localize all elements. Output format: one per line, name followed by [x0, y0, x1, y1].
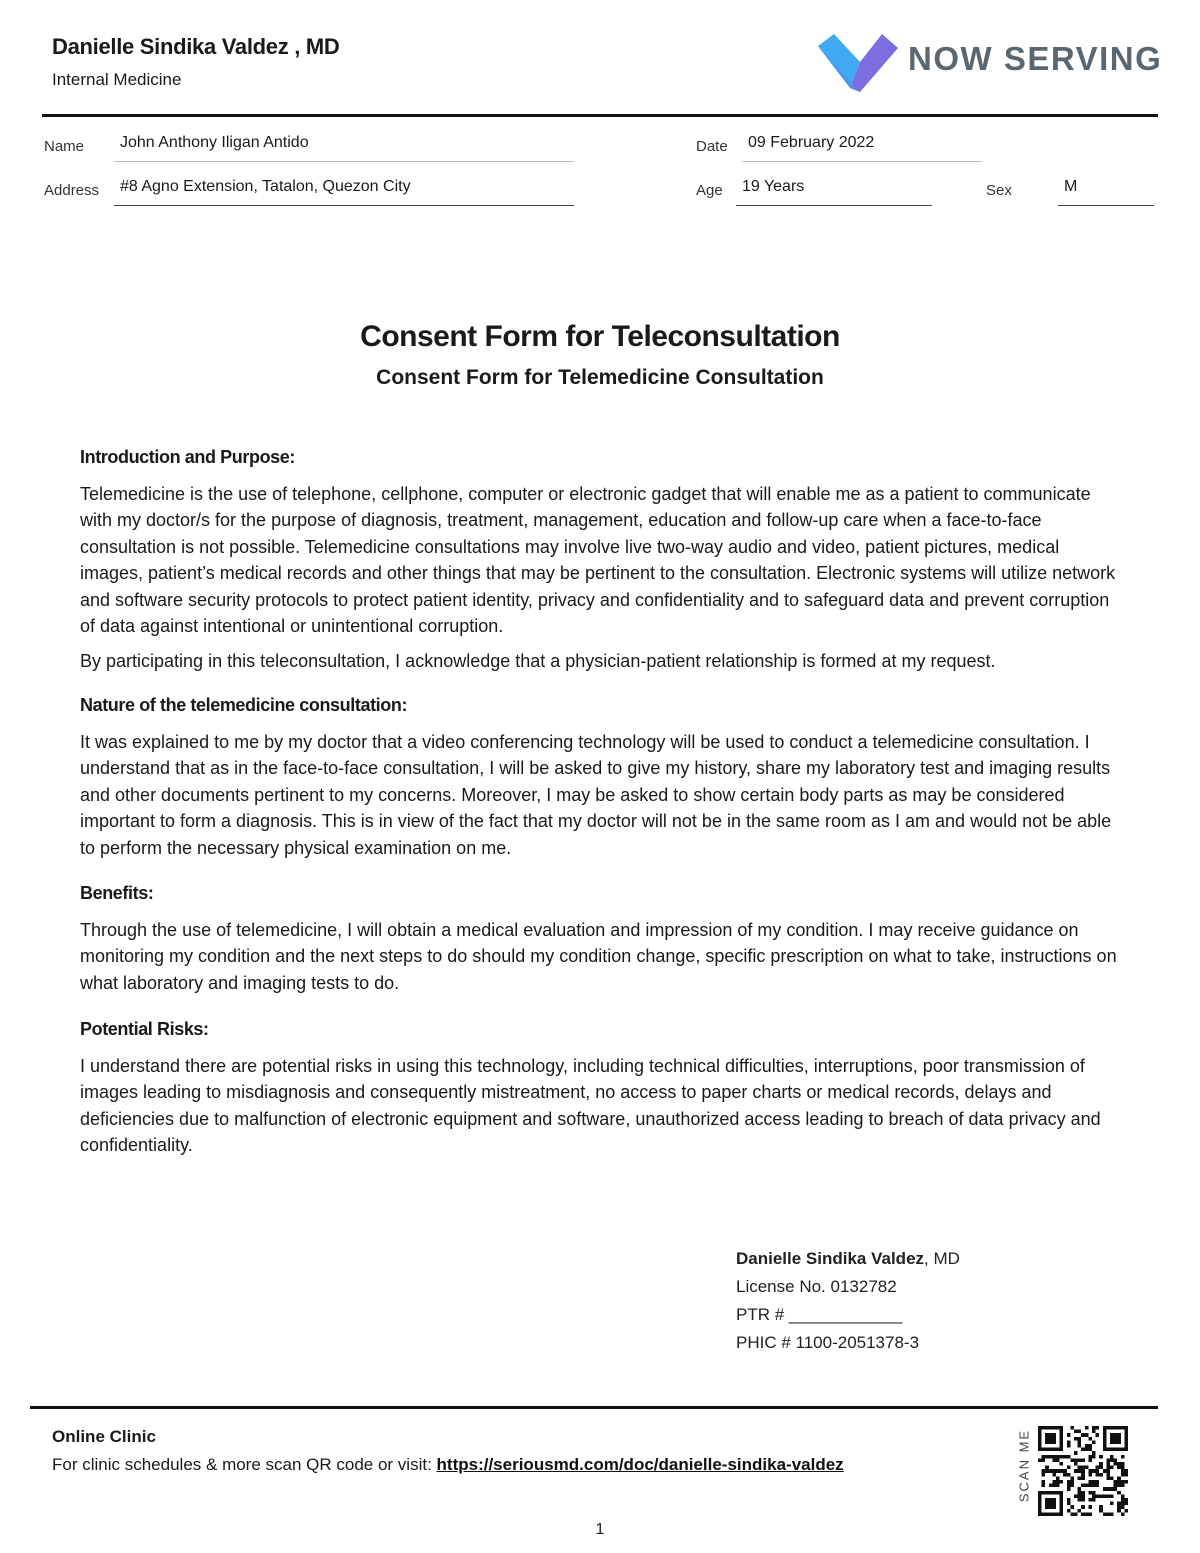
section-nature [80, 692, 1125, 869]
section-heading: Nature of the telemedicine consultation: [80, 695, 408, 715]
age-field: 19 Years [736, 178, 932, 206]
section-paragraph: By participating in this teleconsultation, I acknowledge that a physician-patient relationship is formed at my request. [80, 650, 996, 671]
document-subtitle: Consent Form for Telemedicine Consultation [376, 366, 824, 389]
footer-text [52, 1452, 852, 1477]
footer-description: For clinic schedules & more scan QR code or visit: [52, 1455, 437, 1474]
section-heading: Potential Risks: [80, 1019, 209, 1039]
signature-name: Danielle Sindika Valdez [736, 1249, 925, 1268]
section-heading: Benefits: [80, 883, 154, 903]
section-paragraph: Through the use of telemedicine, I will obtain a medical evaluation and impression of my condition. I may receive guidance on monitoring my condition and the next steps to do should my condition change, specific prescription on what to take, instructions on what laboratory and imaging tests to do. [80, 919, 1117, 993]
date-field: 09 February 2022 [742, 134, 982, 162]
age-label: Age [696, 182, 723, 199]
heart-logo-icon [812, 26, 902, 96]
now-serving-logo [812, 26, 1162, 96]
license-number: License No. 0132782 [736, 1277, 897, 1296]
signature-suffix: , MD [924, 1249, 960, 1268]
patient-address-field: #8 Agno Extension, Tatalon, Quezon City [114, 178, 574, 206]
section-introduction [80, 444, 1125, 682]
logo-text: NOW SERVING [908, 40, 1163, 77]
doctor-specialty: Internal Medicine [52, 70, 182, 89]
header-divider [42, 114, 1158, 117]
section-paragraph: I understand there are potential risks in using this technology, including technical difficulties, interruptions, poor transmission of images leading to misdiagnosis and consequently mistreatment, no access to paper charts or medical records, delays and deficiencies due to malfunction of electronic equipment and software, unauthorized access leading to breach of data privacy and confidentiality. [80, 1055, 1101, 1155]
qr-code-icon[interactable] [1038, 1426, 1128, 1516]
name-label: Name [44, 138, 85, 155]
sex-label: Sex [986, 182, 1012, 199]
sex-field: M [1058, 178, 1154, 206]
address-label: Address [44, 182, 100, 199]
document-title: Consent Form for Teleconsultation [360, 320, 840, 353]
scan-me-label [1011, 1428, 1037, 1514]
section-paragraph: Telemedicine is the use of telephone, cellphone, computer or electronic gadget that will enable me as a patient to communicate with my doctor/s for the purpose of diagnosis, treatment, management, education and follow-up care when a face-to-face consultation is not possible. Telemedicine consultations may involve live two-way audio and video, patient pictures, medical images, patient’s medical records and other things that may be pertinent to the consultation. Electronic systems will utilize network and software security protocols to protect patient identity, privacy and confidentiality and to safeguard data and prevent corruption of data against intentional or unintentional corruption. [80, 483, 1116, 636]
footer-title: Online Clinic [52, 1427, 156, 1446]
date-label: Date [696, 138, 728, 155]
scan-me-text: SCAN ME [1016, 1428, 1032, 1503]
section-heading: Introduction and Purpose: [80, 447, 295, 467]
patient-name-field: John Anthony Iligan Antido [114, 134, 574, 162]
section-risks [80, 1016, 1125, 1167]
clinic-link[interactable]: https://seriousmd.com/doc/danielle-sindika-valdez [436, 1455, 844, 1474]
phic-number: PHIC # 1100-2051378-3 [736, 1333, 920, 1352]
footer-divider [30, 1406, 1158, 1409]
ptr-number: PTR # ____________ [736, 1305, 903, 1324]
page-number: 1 [595, 1521, 605, 1538]
doctor-name: Danielle Sindika Valdez , MD [52, 34, 340, 59]
signature-block [736, 1245, 960, 1357]
section-paragraph: It was explained to me by my doctor that a video conferencing technology will be used to conduct a telemedicine consultation. I understand that as in the face-to-face consultation, I will be asked to give my history, share my laboratory test and imaging results and other documents pertinent to my concerns. Moreover, I may be asked to show certain body parts as may be considered important to form a diagnosis. This is in view of the fact that my doctor will not be in the same room as I am and would not be able to perform the necessary physical examination on me. [80, 731, 1112, 858]
section-benefits [80, 880, 1125, 1004]
